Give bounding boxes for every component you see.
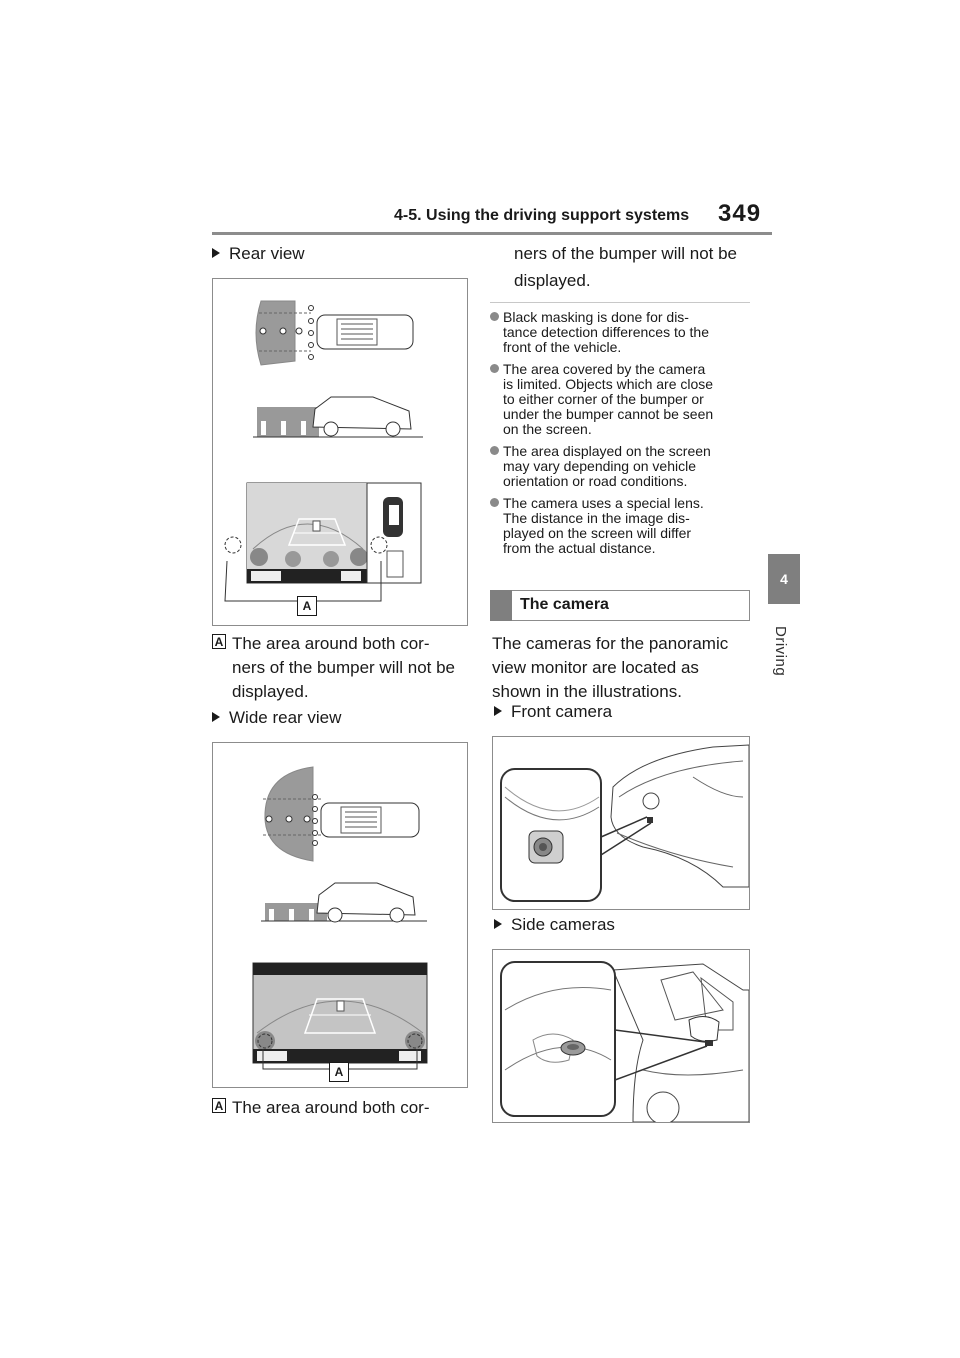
wide-rear-view-illustration (213, 743, 467, 1087)
side-cameras-figure (492, 949, 750, 1123)
front-camera-illustration (493, 737, 749, 909)
circle-bullet-icon (490, 446, 499, 455)
triangle-bullet-icon (494, 706, 502, 716)
front-camera-figure (492, 736, 750, 910)
rear-view-heading: Rear view (212, 244, 305, 264)
rear-view-caption: The area around both cor- ners of the bumper will not be displayed. (232, 634, 456, 701)
circle-bullet-icon (490, 364, 499, 373)
note-item: The area covered by the camera is limited. Objects which are close to either corner of the bumper or under the bumper cannot be seen on the screen. (490, 362, 752, 437)
note-item: The camera uses a special lens. The distance in the image dis- played on the screen will differ from the actual distance. (490, 496, 752, 556)
rear-view-illustration (213, 279, 467, 625)
front-camera-heading: Front camera (494, 702, 612, 722)
chapter-tab-label: Driving (772, 626, 789, 677)
camera-section-heading: The camera (520, 596, 609, 613)
section-title: 4-5. Using the driving support systems (394, 207, 690, 224)
camera-paragraph: The cameras for the panoramic view monitor are located as shown in the illustrations. (492, 634, 729, 701)
notes-divider (490, 302, 750, 303)
wide-rear-view-figure (212, 742, 468, 1088)
notes-list (490, 310, 752, 556)
page-number: 349 (718, 200, 762, 227)
circle-bullet-icon (490, 312, 499, 321)
header-rule (212, 232, 772, 235)
rear-view-figure (212, 278, 468, 626)
side-cameras-heading: Side cameras (494, 915, 615, 935)
callout-badge-a: A (212, 634, 226, 649)
triangle-bullet-icon (212, 248, 220, 258)
chapter-tab-number: 4 (768, 554, 800, 604)
triangle-bullet-icon (212, 712, 220, 722)
callout-badge-a: A (212, 1098, 226, 1113)
circle-bullet-icon (490, 498, 499, 507)
side-cameras-illustration (493, 950, 749, 1122)
wide-rear-heading: Wide rear view (212, 708, 341, 728)
callout-label-a: A (297, 596, 317, 616)
triangle-bullet-icon (494, 919, 502, 929)
note-item: Black masking is done for dis- tance detection differences to the front of the vehicle. (490, 310, 752, 355)
heading-accent-bar (490, 590, 512, 621)
note-item: The area displayed on the screen may vary depending on vehicle orientation or road conditions. (490, 444, 752, 489)
caption-continuation: ners of the bumper will not be displayed. (514, 244, 738, 290)
wide-rear-caption: The area around both cor- (232, 1098, 430, 1117)
callout-label-a: A (329, 1062, 349, 1082)
